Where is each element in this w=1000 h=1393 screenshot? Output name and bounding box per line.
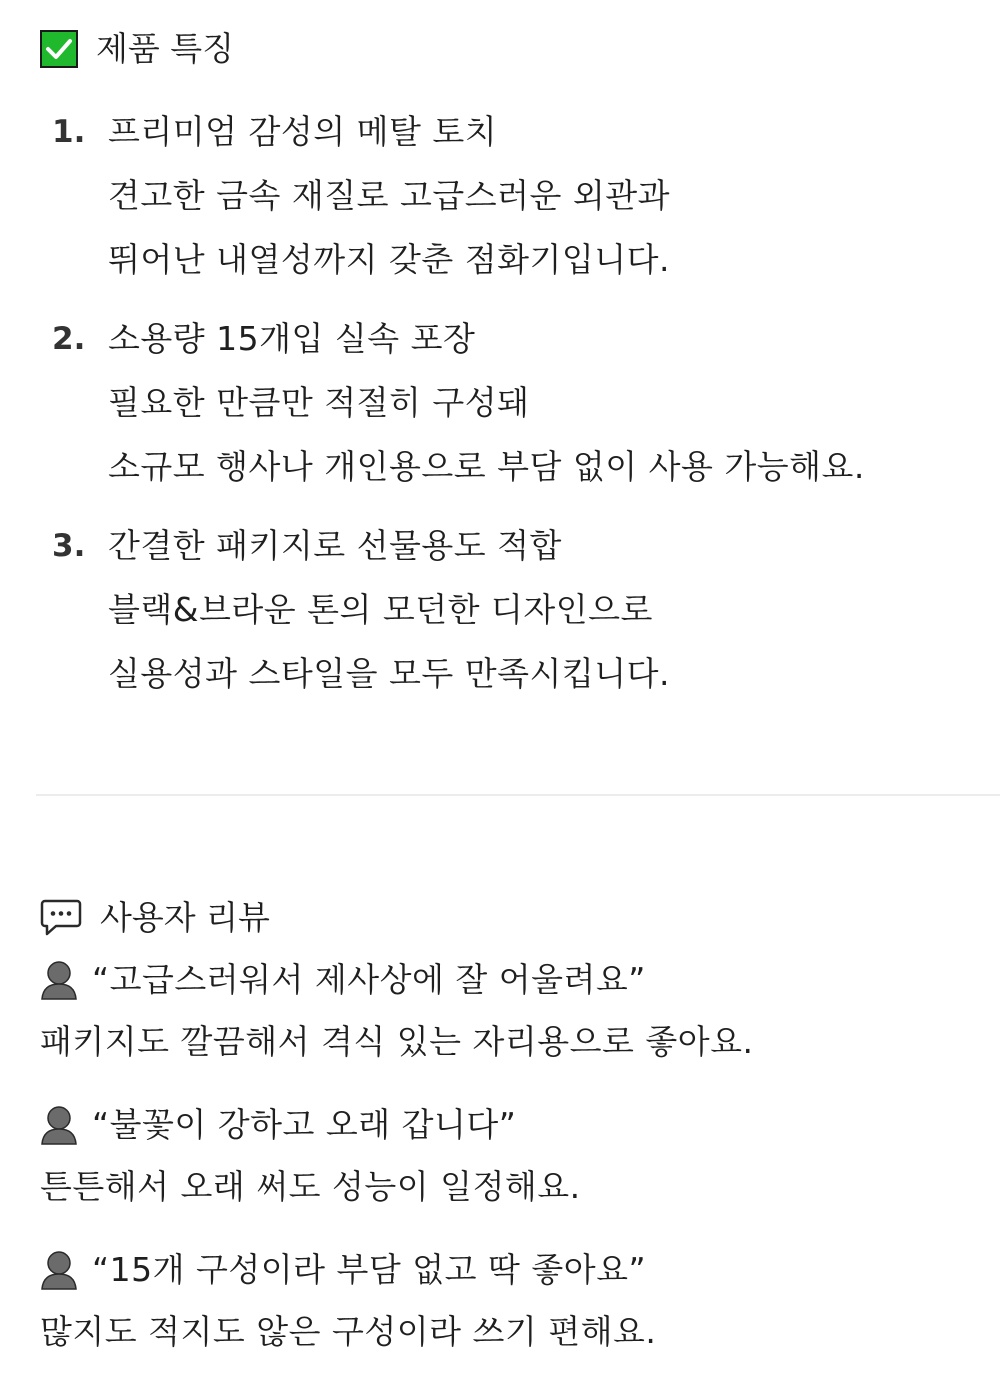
feature-line: 뛰어난 내열성까지 갖춘 점화기입니다. [108, 240, 671, 279]
feature-line: 실용성과 스타일을 모두 만족시킵니다. [108, 654, 671, 693]
features-heading [40, 29, 234, 69]
reviews-title: 사용자 리뷰 [100, 898, 270, 937]
review-item-1 [40, 950, 990, 1074]
feature-line: 블랙&브라운 톤의 모던한 디자인으로 [108, 590, 653, 629]
features-title: 제품 특징 [96, 29, 235, 68]
feature-title: 소용량 15개입 실속 포장 [108, 319, 476, 358]
review-quote: “불꽃이 강하고 오래 갑니다” [92, 1105, 517, 1144]
feature-title: 프리미엄 감성의 메탈 토치 [108, 112, 498, 151]
reviews-heading [40, 898, 270, 938]
review-item-3 [40, 1240, 990, 1364]
feature-title: 간결한 패키지로 선물용도 적합 [108, 526, 562, 565]
feature-line: 견고한 금속 재질로 고급스러운 외관과 [108, 176, 671, 215]
feature-line: 필요한 만큼만 적절히 구성돼 [108, 383, 530, 422]
feature-line: 소규모 행사나 개인용으로 부담 없이 사용 가능해요. [108, 447, 865, 486]
review-item-2 [40, 1095, 990, 1219]
person-icon [40, 1105, 78, 1145]
feature-number: 2. [52, 321, 86, 357]
section-divider [36, 794, 1000, 796]
review-body: 튼튼해서 오래 써도 성능이 일정해요. [40, 1167, 581, 1206]
review-body: 많지도 적지도 않은 구성이라 쓰기 편해요. [40, 1312, 657, 1351]
feature-number: 1. [52, 114, 86, 150]
review-body: 패키지도 깔끔해서 격식 있는 자리용으로 좋아요. [40, 1022, 754, 1061]
person-icon [40, 1250, 78, 1290]
person-icon [40, 960, 78, 1000]
review-quote: “고급스러워서 제사상에 잘 어울려요” [92, 960, 646, 999]
feature-number: 3. [52, 528, 86, 564]
review-quote: “15개 구성이라 부담 없고 딱 좋아요” [92, 1250, 647, 1289]
speech-balloon-icon [40, 898, 82, 938]
check-mark-button-icon [40, 30, 78, 68]
